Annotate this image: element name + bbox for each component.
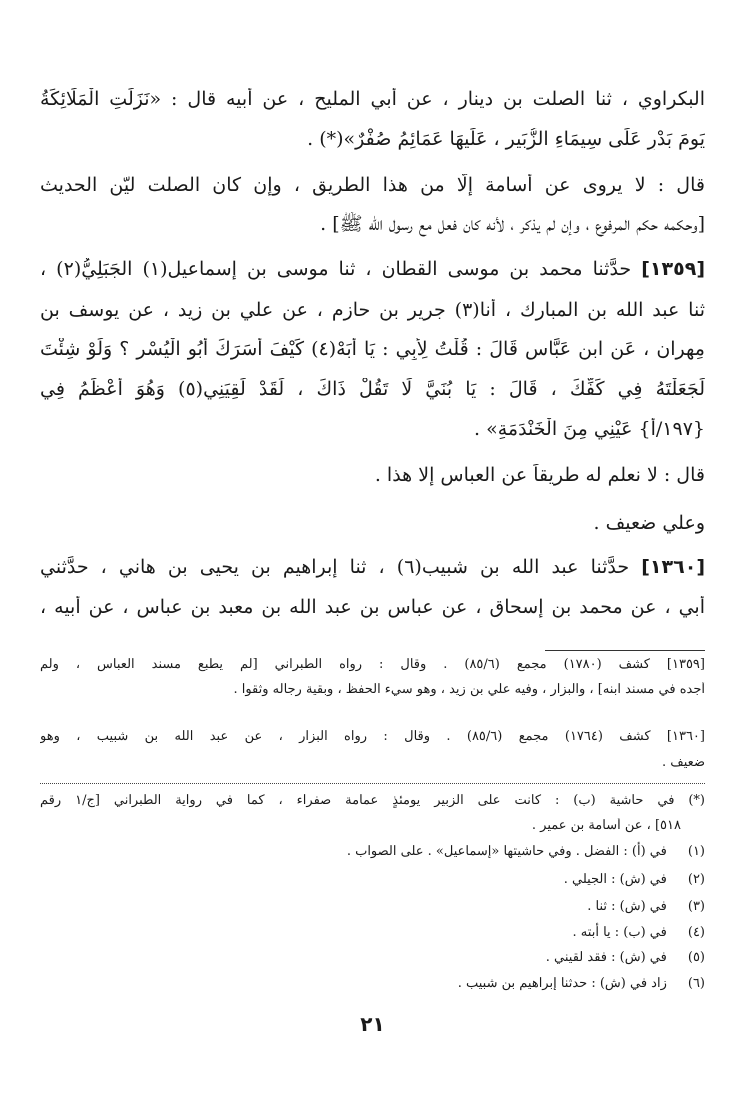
hadith-1359-line <box>40 258 705 280</box>
body-line-7: مِهران ، عَنِ ابنِ عَبَّاسٍ قَالَ : قُلْتُ لِأَبِي : يَا أَبَهْ(٤) كَيْفَ أَسَرَكَ أَبُو الْيُسْرِ ؟ وَلَوْ شِئْتَ <box>40 338 705 360</box>
body-line-6: ثنا عبد الله بن المبارك ، أنا(٣) جرير بن حازم ، عن علي بن زيد ، عن يوسف بن <box>40 299 705 321</box>
hadith-number-1360: [١٣٦٠] <box>641 556 705 578</box>
body-line-13: أبي ، عن محمد بن إسحاق ، عن عباس بن عبد الله بن معبد بن عباس ، عن أبيه ، <box>40 596 705 618</box>
body-line-2: يَومَ بَدْرٍ عَلَى سِيمَاءِ الزُّبَيرِ ، عَلَيهَا عَمَائِمُ صُفْرٌ»(*) . <box>307 128 705 150</box>
page-number: ٢١ <box>360 1012 385 1036</box>
footnote-ref-1359-line-1: [١٣٥٩] كشف (١٧٨٠) مجمع (٨٥/٦) . وقال : رواه الطبراني [لم يطبع مسند العباس ، ولم <box>40 657 705 672</box>
footnote-ref-1360-line-2: ضعيف . <box>662 755 705 770</box>
marginal-note-line-2: ٥١٨] ، عن أسامة بن عمير . <box>531 818 681 833</box>
variant-note-6: (٦) زاد في (ش) : حدثنا إبراهيم بن شبيب . <box>457 976 705 991</box>
footnote-ref-1359-line-2: أجده في مسند ابنه] ، والبزار ، وفيه علي بن زيد ، وهو سيء الحفظ ، وبقية رجاله وثقوا . <box>233 682 705 697</box>
hadith-1360-line <box>40 556 705 578</box>
body-line-4: [وحكمه حكم المرفوع ، وإن لم يذكر ، لأنه كان فعل مع رسول الله ﷺ] . <box>320 213 705 235</box>
body-line-12: حدَّثنا عبد الله بن شبيب(٦) ، ثنا إبراهيم بن يحيى بن هاني ، حدَّثني <box>40 556 630 578</box>
footnote-separator <box>545 650 705 651</box>
footnote-ref-1360-line-1: [١٣٦٠] كشف (١٧٦٤) مجمع (٨٥/٦) . وقال : رواه البزار ، عن عبد الله بن شبيب ، وهو <box>40 729 705 744</box>
body-line-8: لَجَعَلْتَهُ فِي كَفِّكَ ، قَالَ : يَا بُنَيَّ لَا تَقُلْ ذَاكَ ، لَقَدْ لَقِيَنِي(٥) وَهُوَ أَعْظَمُ فِي <box>40 378 705 400</box>
variant-note-5: (٥) في (ش) : فقد لقيني . <box>545 950 705 965</box>
body-line-3: قال : لا يروى عن أسامة إلَّا من هذا الطريق ، وإن كان الصلت ليّن الحديث <box>40 174 705 196</box>
variant-note-2: (٢) في (ش) : الجيلي . <box>563 872 705 887</box>
body-line-5: حدَّثنا محمد بن موسى القطان ، ثنا موسى بن إسماعيل(١) الجَبَلِيُّ(٢) ، <box>40 258 632 280</box>
variant-note-1: (١) في (أ) : الفضل . وفي حاشيتها «إسماعيل» . على الصواب . <box>346 844 705 859</box>
body-line-9: {١٩٧/أ} عَيْنِي مِنَ الْخَنْدَمَةِ» . <box>474 418 705 440</box>
hadith-number-1359: [١٣٥٩] <box>641 258 705 280</box>
variant-note-3: (٣) في (ش) : ثنا . <box>587 899 705 914</box>
body-line-1: البكراوي ، ثنا الصلت بن دينار ، عن أبي المليح ، عن أبيه قال : «نَزَلَتِ الْمَلَائِكَةُ <box>40 88 705 110</box>
marginal-note-line-1: (*) في حاشية (ب) : كانت على الزبير يومئذٍ عمامة صفراء ، كما في رواية الطبراني [ج/١ رقم <box>40 793 705 808</box>
dotted-separator <box>40 783 705 784</box>
body-line-10: قال : لا نعلم له طريقاً عن العباس إلا هذا . <box>374 464 705 486</box>
variant-note-4: (٤) في (ب) : يا أبته . <box>572 925 705 940</box>
body-line-11: وعلي ضعيف . <box>593 512 705 534</box>
